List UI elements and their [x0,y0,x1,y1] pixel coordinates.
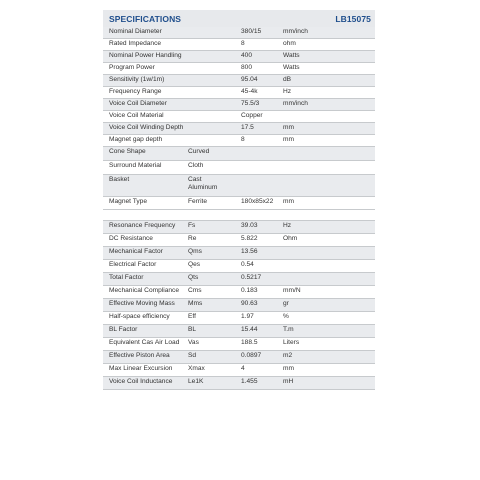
model-number: LB15075 [335,13,371,24]
specifications-sheet [103,10,375,390]
spec-unit: dB [283,76,292,83]
spec-title: SPECIFICATIONS [109,13,182,24]
spec-value: 0.183 [241,287,258,294]
spec-name: BL Factor [109,326,138,333]
spec-value: 380/15 [241,28,262,35]
spec-name: Magnet gap depth [109,136,163,143]
spec-value: 180x85x22 [241,198,274,205]
spec-header [103,10,375,27]
spec-unit: mH [283,378,294,385]
spec-name: Effective Moving Mass [109,300,175,307]
spec-row [103,234,375,247]
spec-name: Surround Material [109,162,162,169]
spec-unit: % [283,313,289,320]
spec-name: Nominal Diameter [109,28,162,35]
spec-value: 188.5 [241,339,258,346]
spec-name: Rated Impedance [109,40,162,47]
spec-unit: mm/N [283,287,301,294]
spec-name: Mechanical Factor [109,248,163,255]
spec-value: 17.5 [241,124,254,131]
spec-name: Voice Coil Inductance [109,378,173,385]
spec-unit: mm [283,136,294,143]
spec-row [103,221,375,234]
spec-symbol: Fs [188,222,196,229]
spec-symbol: Le1K [188,378,204,385]
spec-symbol: Curved [188,148,210,155]
spec-symbol: BL [188,326,197,333]
spec-row [103,27,375,39]
spec-unit: Ohm [283,235,298,242]
spec-value: 13.56 [241,248,258,255]
spec-unit: Hz [283,222,292,229]
spec-row [103,123,375,135]
spec-value: Copper [241,112,263,119]
spec-symbol: Vas [188,339,199,346]
spec-value: 4 [241,365,245,372]
spec-row [103,135,375,147]
spec-row [103,338,375,351]
spec-row [103,364,375,377]
spec-symbol: Cast Aluminum [188,176,218,191]
spec-symbol: Ferrite [188,198,208,205]
spec-row [103,63,375,75]
spec-row [103,325,375,338]
spec-row [103,87,375,99]
spec-name: Effective Piston Area [109,352,170,359]
spec-unit: mm [283,124,294,131]
spec-row [103,260,375,273]
spec-name: DC Resistance [109,235,153,242]
spec-unit: mm/inch [283,28,308,35]
spec-value: 75.5/3 [241,100,260,107]
spec-name: Resonance Frequency [109,222,176,229]
spec-name: Total Factor [109,274,144,281]
spec-unit: m2 [283,352,293,359]
spec-row [103,39,375,51]
spec-row [103,312,375,325]
spec-name: Max Linear Excursion [109,365,173,372]
spec-row [103,147,375,161]
spec-symbol: Qes [188,261,201,268]
spec-unit: mm/inch [283,100,308,107]
spec-unit: T.m [283,326,294,333]
spec-row [103,161,375,175]
spec-unit: ohm [283,40,296,47]
spec-name: Frequency Range [109,88,162,95]
spec-value: 90.63 [241,300,258,307]
spec-group-general [103,27,375,147]
spec-unit: Watts [283,64,300,71]
spec-symbol: Qts [188,274,199,281]
spec-value: 95.04 [241,76,258,83]
spec-unit: mm [283,365,294,372]
spec-symbol: Cloth [188,162,204,169]
spec-unit: Hz [283,88,292,95]
spec-row [103,377,375,390]
spec-unit: gr [283,300,289,307]
spec-value: 5.822 [241,235,258,242]
spec-symbol: Qms [188,248,202,255]
spec-value: 0.5217 [241,274,262,281]
spec-value: 0.0897 [241,352,262,359]
spec-name: Electrical Factor [109,261,157,268]
spec-row [103,175,375,197]
section-spacer [103,210,375,221]
spec-name: Cone Shape [109,148,146,155]
spec-name: Basket [109,176,130,183]
spec-value: 45-4k [241,88,258,95]
spec-row [103,197,375,210]
spec-value: 400 [241,52,253,59]
spec-row [103,247,375,260]
spec-unit: mm [283,198,294,205]
spec-name: Voice Coil Winding Depth [109,124,184,131]
spec-name: Magnet Type [109,198,148,205]
spec-row [103,286,375,299]
spec-unit: Watts [283,52,300,59]
spec-name: Voice Coil Material [109,112,164,119]
spec-unit: Liters [283,339,300,346]
spec-value: 39.03 [241,222,258,229]
spec-value: 0.54 [241,261,254,268]
spec-row [103,351,375,364]
spec-row [103,99,375,111]
spec-value: 1.455 [241,378,258,385]
spec-value: 15.44 [241,326,258,333]
spec-symbol: Re [188,235,197,242]
spec-row [103,273,375,286]
spec-row [103,111,375,123]
spec-name: Half-space efficiency [109,313,170,320]
spec-row [103,51,375,63]
spec-value: 800 [241,64,253,71]
spec-group-construction [103,147,375,210]
spec-symbol: Mms [188,300,203,307]
spec-row [103,75,375,87]
spec-symbol: Xmax [188,365,205,372]
spec-row [103,299,375,312]
spec-value: 1.97 [241,313,254,320]
spec-name: Equivalent Cas Air Load [109,339,180,346]
spec-name: Sensitivity (1w/1m) [109,76,165,83]
spec-name: Program Power [109,64,155,71]
spec-symbol: Sd [188,352,197,359]
spec-name: Mechanical Compliance [109,287,180,294]
spec-name: Nominal Power Handling [109,52,182,59]
spec-value: 8 [241,136,245,143]
spec-value: 8 [241,40,245,47]
spec-group-ts-parameters [103,221,375,390]
spec-symbol: Eff [188,313,196,320]
spec-name: Voice Coil Diameter [109,100,167,107]
spec-symbol: Cms [188,287,202,294]
